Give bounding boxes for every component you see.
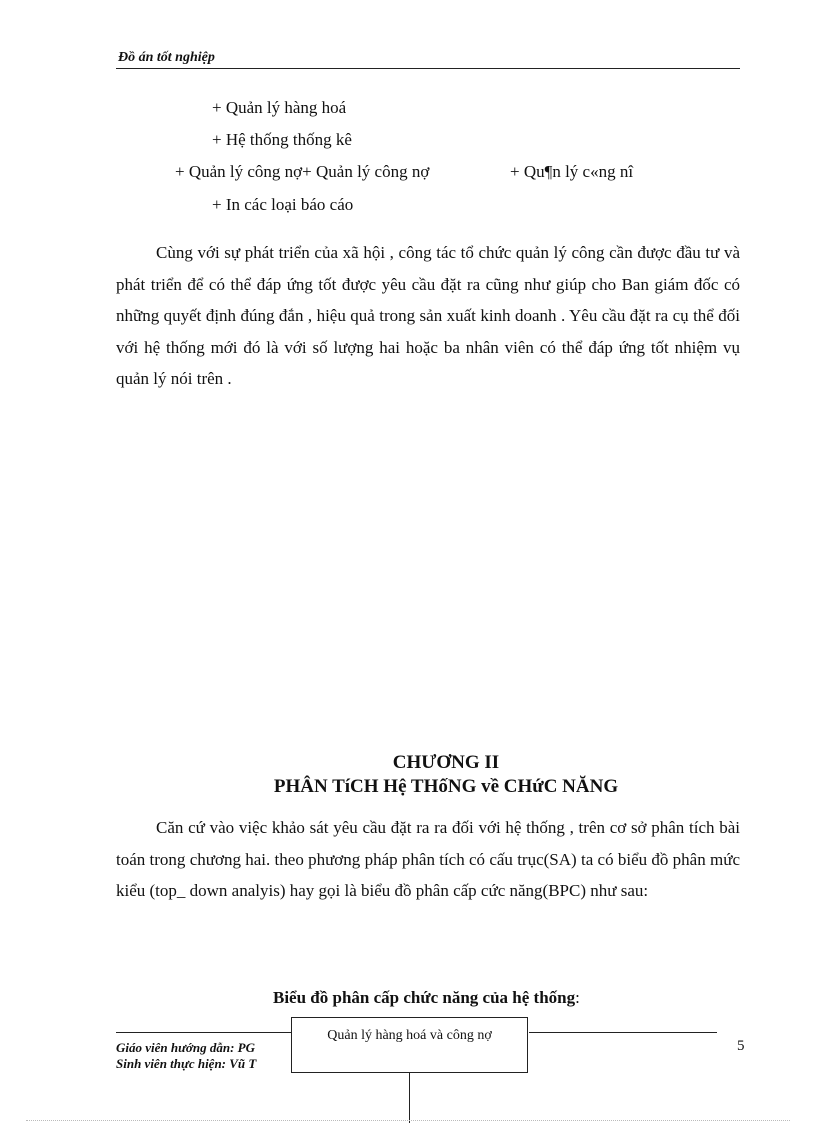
bullet-item: + Hệ thống thống kê (212, 130, 352, 149)
footer-student: Sinh viên thực hiện: Vũ T (116, 1056, 257, 1071)
footer-advisor: Giáo viên hướng dẫn: PG (116, 1040, 255, 1055)
chapter-number: CHƯƠNG II (392, 752, 500, 773)
diagram-root-box: Quản lý hàng hoá và công nợ (291, 1017, 528, 1073)
bullet-item: + Quản lý công nợ+ Quản lý công nợ (175, 162, 430, 181)
diagram-title-suffix: : (575, 988, 580, 1007)
diagram-title-text: Biểu đồ phân cấp chức năng của hệ thống (273, 988, 576, 1007)
page-header-title: Đồ án tốt nghiệp (118, 50, 215, 65)
header-rule (116, 68, 740, 69)
page-number: 5 (737, 1038, 745, 1054)
footer-rule (116, 1032, 291, 1033)
bullet-item: + In các loại báo cáo (212, 195, 354, 214)
diagram-connector-line (409, 1073, 410, 1123)
body-paragraph-2: Căn cứ vào việc khảo sát yêu cầu đặt ra ra đối với hệ thống , trên cơ sở phân tích bài toán trong chương hai. theo phương pháp phân tích có cấu trục(SA) ta có biểu đồ phân mức kiểu (top_ down analyis) hay gọi là biểu đồ phân cấp cức năng(BPC) như sau: (116, 818, 740, 900)
footer-rule (529, 1032, 717, 1033)
chapter-title: PHÂN TíCH Hệ THốNG về CHứC NĂNG (273, 776, 619, 797)
diagram-title (273, 988, 580, 1008)
bullet-item: + Quản lý hàng hoá (212, 98, 347, 117)
bullet-item: + Qu¶n lý c«ng nî (510, 162, 634, 181)
page-bottom-dotted-line (26, 1120, 790, 1121)
body-paragraph-1: Cùng với sự phát triển của xã hội , công tác tổ chức quản lý công cần được đầu tư và phát triển để có thể đáp ứng tốt được yêu cầu đặt ra cũng như giúp cho Ban giám đốc có những quyết định đúng đắn , hiệu quả trong sản xuất kinh doanh . Yêu cầu đặt ra cụ thể đối với hệ thống mới đó là với số lượng hai hoặc ba nhân viên có thể đáp ứng tốt nhiệm vụ quản lý nói trên . (116, 243, 740, 388)
